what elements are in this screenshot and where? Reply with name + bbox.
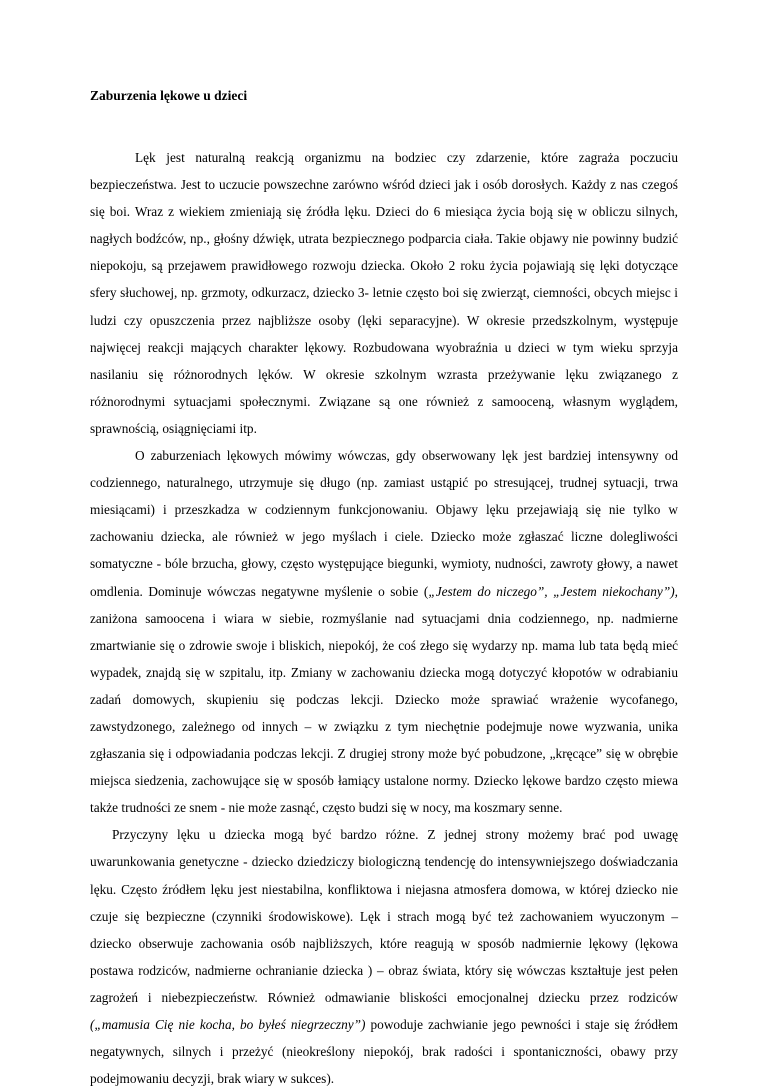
- paragraph-anxiety-disorders: [90, 442, 678, 821]
- quoted-thoughts: „Jestem do niczego”, „Jestem niekochany”),: [428, 583, 678, 599]
- document-title: Zaburzenia lękowe u dzieci: [90, 88, 248, 103]
- paragraph-text: O zaburzeniach lękowych mówimy wówczas, gdy obserwowany lęk jest bardziej intensywny od codziennego, naturalnego, utrzymuje się długo (np. zamiast ustąpić po stresującej, trudnej sytuacji, trwa miesiącami) i przeszkadza w codziennym funkcjonowaniu. Objawy lęku przejawiają się nie tylko w zachowaniu dziecka, ale również w jego myślach i ciele. Dziecko może zgłaszać liczne dolegliwości somatyczne - bóle brzucha, głowy, często występujące biegunki, wymioty, nudności, zawroty głowy, a nawet omdlenia. Dominuje wówczas negatywne myślenie o sobie (: [90, 448, 678, 599]
- paragraph-causes: [90, 821, 678, 1092]
- paragraph-developmental-fears: [90, 144, 678, 442]
- quoted-parent-phrase: („mamusia Cię nie kocha, bo byłeś niegrzeczny”): [90, 1017, 366, 1032]
- paragraph-text: Lęk jest naturalną reakcją organizmu na bodziec czy zdarzenie, które zagraża poczuciu bezpieczeństwa. Jest to uczucie powszechne zarówno wśród dzieci jak i osób dorosłych. Każdy z nas czegoś się boi. Wraz z wiekiem zmieniają się źródła lęku. Dzieci do 6 miesiąca życia boją się w obliczu silnych, nagłych bodźców, np., głośny dźwięk, utrata bezpiecznego podparcia ciała. Takie objawy nie powinny budzić niepokoju, są przejawem prawidłowego rozwoju dziecka. Około 2 roku życia pojawiają się lęki dotyczące sfery słuchowej, np. grzmoty, odkurzacz, dziecko 3- letnie często boi się zwierząt, ciemności, obcych miejsc i ludzi czy opuszczenia przez najbliższe osoby (lęki separacyjne). W okresie przedszkolnym, występuje najwięcej reakcji mających charakter lękowy. Rozbudowana wyobraźnia u dzieci w tym wieku sprzyja nasilaniu się różnorodnych lęków. W okresie szkolnym wzrasta przeżywanie lęku związanego z różnorodnymi sytuacjami społecznymi. Związane są one również z samooceną, własnym wyglądem, sprawnością, osiągnięciami itp.: [90, 150, 678, 436]
- document-body: [90, 144, 678, 1092]
- paragraph-text: Przyczyny lęku u dziecka mogą być bardzo różne. Z jednej strony możemy brać pod uwagę uwarunkowania genetyczne - dziecko dziedziczy biologiczną tendencję do intensywniejszego doświadczania lęku. Często źródłem lęku jest niestabilna, konfliktowa i niejasna atmosfera domowa, w której dziecko nie czuje się bezpieczne (czynniki środowiskowe). Lęk i strach mogą być też zachowaniem wyuczonym – dziecko obserwuje zachowania osób najbliższych, które reagują w sposób nadmiernie lękowy (lękowa postawa rodziców, nadmierne ochranianie dziecka ) – obraz świata, który się wówczas kształtuje jest pełen zagrożeń i niebezpieczeństw. Również odmawianie bliskości emocjonalnej dziecku przez rodziców: [90, 827, 678, 1005]
- paragraph-text: powoduje zachwianie jego pewności i staje się źródłem negatywnych, silnych i przeżyć (nieokreślony niepokój, brak radości i spontaniczności, obawy przy podejmowaniu decyzji, brak wiary w sukces).: [90, 1017, 678, 1087]
- paragraph-text: zaniżona samoocena i wiara w siebie, rozmyślanie nad sytuacjami dnia codziennego, np. nadmierne zmartwianie się o zdrowie swoje i bliskich, niepokój, że coś złego się wydarzy np. mama lub tata będą mieć wypadek, znajdą się w szpitalu, itp. Zmiany w zachowaniu dziecka mogą dotyczyć kłopotów w odrabianiu zadań domowych, skupieniu się podczas lekcji. Dziecko może sprawiać wrażenie wycofanego, zawstydzonego, zależnego od innych – w związku z tym niechętnie podejmuje nowe wyzwania, unika zgłaszania się i odpowiadania podczas lekcji. Z drugiej strony może być pobudzone, „kręcące” się w obrębie miejsca siedzenia, zachowujące się w sposób łamiący ustalone normy. Dziecko lękowe bardzo często miewa także trudności ze snem - nie może zasnąć, często budzi się w nocy, ma koszmary senne.: [90, 610, 678, 816]
